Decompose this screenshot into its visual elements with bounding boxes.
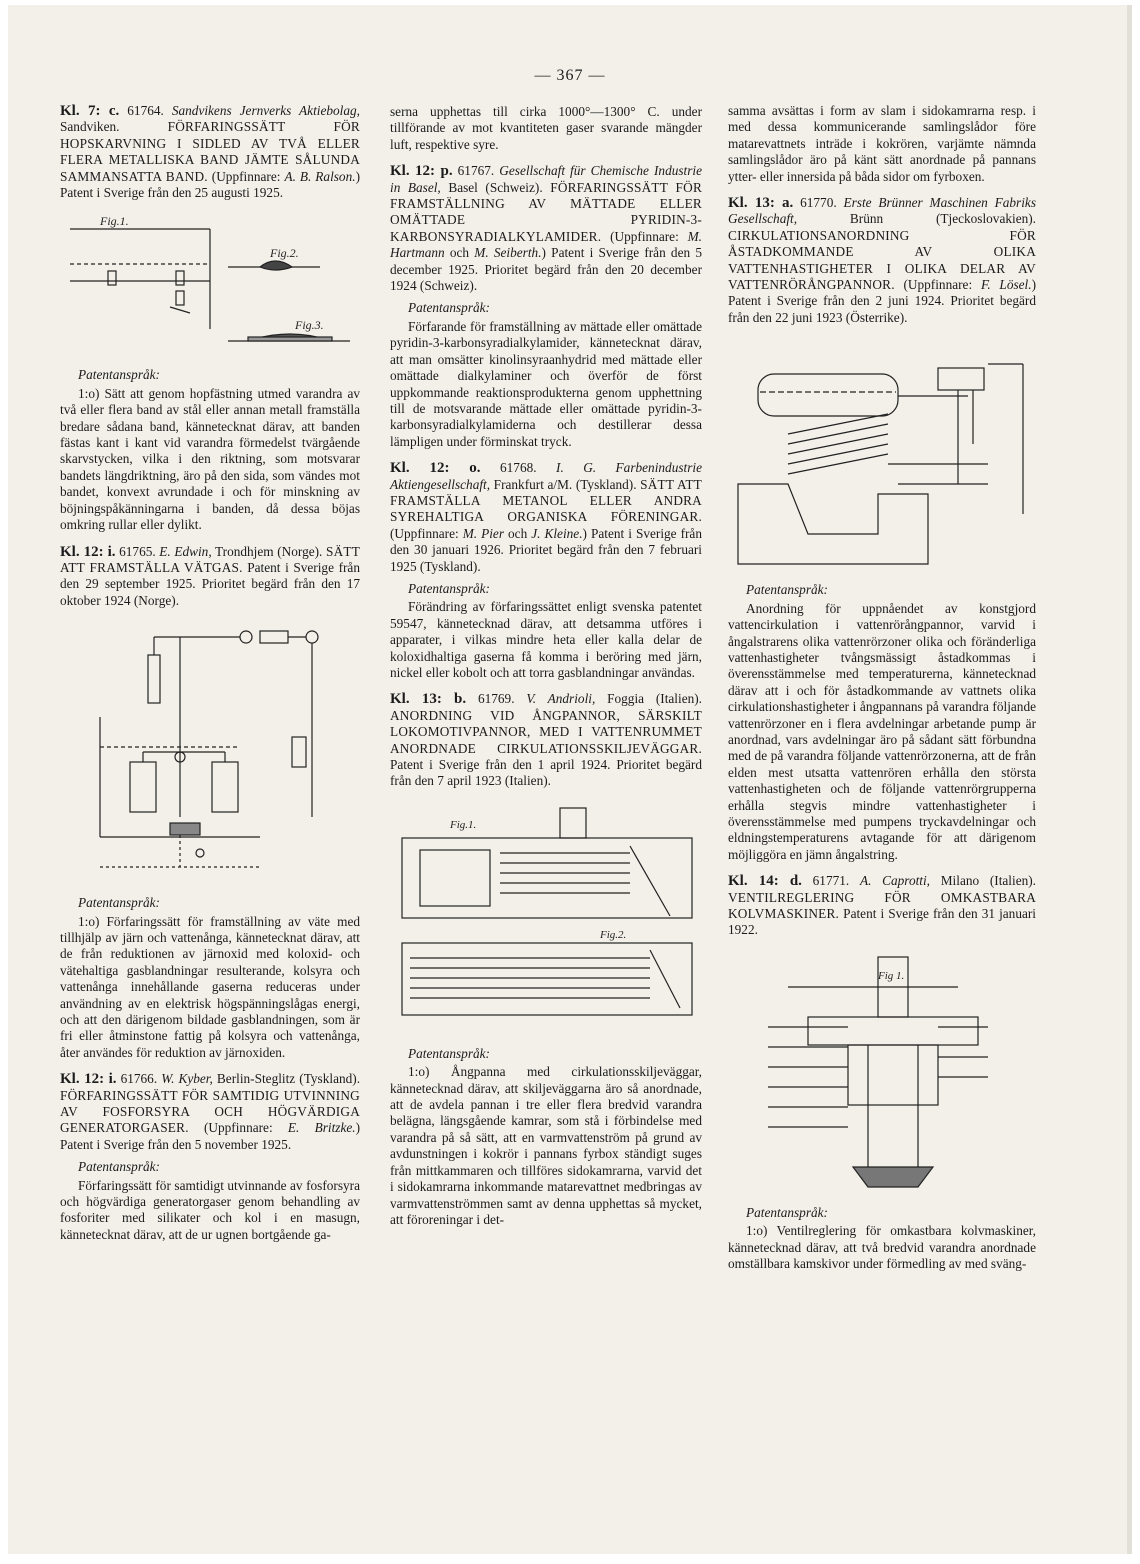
claims-heading: Patentanspråk: [78, 895, 160, 911]
patent-title: CIRKULATIONSANORDNING FÖR ÅSTADKOMMANDE AV OLIKA VATTENHASTIGHETER I OLIKA DELAR AV VATTENRÖRÅNGPANNOR. [728, 227, 1036, 293]
claims-text: Anordning för uppnåendet av konstgjord vattencirkulation i vattenrörångpannor, varvid i ångalstrarens olika vattenrörzoner olika och föränderliga vattenhastigheter tvångsmässigt åstadkommas i överensstämmelse med temperaturerna, kännetecknad därav att i och för åstadkommande av vattnets olika cirkulationshastigheter i ångpannans på varandra följande vattenrörzoner en i flera avdelningar arbetande pump är anordnad, vars avdelningar äro på sådant sätt förbundna med de på varandra följande vattenrörzonerna, att de från elden mest utsatta vattenrören erhålla den största vattenhastigheten och de följande vattenrörgrupperna erhålla stegvis mindre vattenhastigheter i överensstämmelse med pumpens tryckavdelningar och eldningstemperaturens avtagande för att därigenom möjliggöra en jämn ångalstring. [728, 600, 1036, 862]
page-edge [1127, 5, 1132, 1554]
patent-place: Foggia (Italien). [607, 691, 702, 707]
patent-number: 61766. [120, 1071, 158, 1087]
class-label: Kl. 12: i. [60, 1071, 117, 1088]
inventor-name: E. Britzke. [287, 1120, 356, 1136]
patent-place: Milano (Italien). [940, 873, 1036, 889]
class-label: Kl. 13: b. [390, 691, 467, 708]
column-1 [60, 103, 360, 1253]
patent-number: 61767. [457, 163, 495, 179]
class-label: Kl. 12: p. [390, 163, 453, 180]
figure-label: Fig.3. [295, 318, 324, 333]
class-label: Kl. 7: c. [60, 103, 120, 119]
patent-place: Basel (Schweiz). [448, 179, 543, 195]
patent-entry-61768 [390, 460, 702, 575]
figure-label: Fig.1. [100, 214, 129, 229]
claims-heading: Patentanspråk: [408, 300, 490, 316]
patent-number: 61768. [500, 460, 537, 476]
claims-text: 1:o) Ångpanna med cirkulationsskiljeväggar, kännetecknad därav, att skiljeväggarna äro så anordnade, att de avdela pannan i tre eller flera bredvid varandra belägna, längsgående kamrar, som stå i förbindelse med varandra på så sätt, att en varmvattenström på grund av avdunstningen i kokrör i pannans fyrbox ständigt suges från mittkammaren och tillföres sidokamrarna, varvid det i sidokamrarna inkommande matarevattnet medbringas av varmvattenströmmen samt av denna upphettas så mycket, att föroreningar i det- [390, 1064, 702, 1227]
patent-entry-61771 [728, 873, 1036, 939]
figure-hydrogen-apparatus [60, 617, 360, 887]
figure-boiler-drawing [390, 798, 702, 1038]
claims-text: 1:o) Ventilreglering för omkastbara kolvmaskiner, kännetecknad därav, att två bredvid varandra anordnade omställbara kamskivor under förmedling av med sväng- [728, 1223, 1036, 1272]
patent-place: Sandviken. [60, 119, 120, 135]
claims-text: Förändring av förfaringssättet enligt svenska patentet 59547, kännetecknad därav, att detsamma utföres i apparater, i vilkas mindre heta eller kalla delar de koloxidhaltiga gaserna få komma i beröring med järn, nickel eller kobolt och att torra gasblandningar användas. [390, 599, 702, 680]
claims-text: 1:o) Förfaringssätt för framställning av väte med tillhjälp av järn och vattenånga, kännetecknat därav, att de från reduktionen av järnoxid med koloxid- och vätehaltiga gasblandningar resulterande, kolsyra och vattenånga innehållande gaserna reduceras under användning av en elektrisk högspänningslågas energi, och att den därigenom bildade gasblandningen, som är fri eller åtminstone fattig på kolsyra och vattenånga, åter användes för reduktion av järnoxiden. [60, 913, 360, 1060]
figure-band-splice [60, 209, 360, 359]
patent-place: Berlin-Steglitz (Tyskland). [216, 1071, 361, 1087]
patent-title: SÄTT ATT FRAMSTÄLLA VÄTGAS. [60, 543, 361, 575]
patent-owner: Gesellschaft für Chemische Industrie in Basel, [390, 163, 703, 195]
figure-label: Fig.2. [600, 928, 627, 941]
figure-band-splice-drawing [60, 209, 360, 359]
patent-dates: Patent i Sverige från den 1 april 1924. Prioritet begärd från den 7 april 1923 (Italien). [390, 757, 702, 789]
inventor-prefix: (Uppfinnare: [211, 168, 281, 184]
figure-circulation [728, 334, 1036, 574]
patent-dates: Patent i Sverige från den 30 januari 1926. Prioritet begärd från den 7 februari 1925 (Tyskland). [390, 525, 702, 574]
inventor-name: F. Lösel. [980, 277, 1032, 293]
patent-entry-61770 [728, 195, 1036, 326]
class-label: Kl. 12: o. [390, 460, 481, 477]
claims-heading: Patentanspråk: [78, 367, 160, 383]
figure-label: Fig.2. [270, 246, 299, 261]
patent-owner: E. Edwin, [159, 543, 212, 559]
figure-valve-gear-drawing [728, 947, 1036, 1197]
patent-entry-61765 [60, 544, 360, 610]
patent-owner: I. G. Farbenindustrie Aktiengesellschaft, [390, 460, 702, 492]
patent-entry-61767 [390, 163, 702, 294]
figure-valve-gear [728, 947, 1036, 1197]
continued-text: samma avsättas i form av slam i sidokamrarna resp. i med dessa kommunicerande samlingslådor före matarevattnets inträde i kokrören, varjämte nämnda samlingslådor äro på känt sätt anordnade på pannans ytter- eller innersida på båda sidor om fyrboxen. [728, 103, 1036, 184]
page-number: — 367 — [534, 67, 606, 84]
inventor-prefix: (Uppfinnare: [903, 277, 973, 293]
inventor-suffix: ) [582, 525, 587, 541]
patent-number: 61771. [812, 873, 850, 889]
claims-heading: Patentanspråk: [746, 582, 828, 598]
class-label: Kl. 13: a. [728, 195, 794, 212]
class-label: Kl. 14: d. [728, 873, 802, 890]
patent-dates: Patent i Sverige från den 31 januari 1922. [728, 906, 1036, 938]
patent-place: Trondhjem (Norge). [215, 543, 323, 559]
inventor-suffix: ) [1031, 277, 1037, 293]
figure-circulation-drawing [728, 334, 1036, 574]
patent-entry-61764 [60, 103, 360, 201]
inventor-prefix: (Uppfinnare: [610, 228, 679, 244]
page [8, 5, 1132, 1554]
patent-title: VENTILREGLERING FÖR OMKASTBARA KOLVMASKINER. [728, 889, 1036, 921]
inventor-name: M. Hartmann [390, 228, 702, 261]
patent-owner: V. Andrioli, [526, 691, 596, 707]
figure-hydrogen-apparatus-drawing [60, 617, 360, 887]
claims-text: Förfaringssätt för samtidigt utvinnande av fosforsyra och högvärdiga generatorgaser genom behandling av fosforiter med silikater och kol i en masugn, kännetecknat därav, att de ur ugnen bortgående ga- [60, 1177, 360, 1242]
claims-text: Förfarande för framställning av mättade eller omättade pyridin-3-karbonsyradialkylamider, kännetecknat därav, att man omsätter kinolinsyraanhydrid med mättade eller omättade dialkylaminer och överför de först uppkommande reaktionsprodukterna genom upphettning till de motsvarande mättade eller omättade pyridin-3-karbonsyradialkylamiderna och destillerar dessa lämpligen under förminskat tryck. [390, 318, 702, 449]
column-2 [390, 104, 702, 1238]
inventor-conjunction: och [508, 525, 528, 541]
class-label: Kl. 12: i. [60, 543, 116, 560]
column-3 [728, 103, 1036, 1282]
patent-dates: Patent i Sverige från den 5 november 1925. [60, 1136, 292, 1152]
patent-number: 61765. [119, 543, 156, 559]
claims-heading: Patentanspråk: [78, 1159, 160, 1175]
patent-place: Frankfurt a/M. (Tyskland). [493, 476, 637, 492]
inventor-conjunction: och [449, 245, 470, 261]
inventor-name: J. Kleine. [531, 525, 583, 541]
inventor-suffix: ) [355, 168, 360, 184]
patent-title: FÖRFARINGSSÄTT FÖR FRAMSTÄLLNING AV MÄTTADE ELLER OMÄTTADE PYRIDIN-3-KARBONSYRADIALKYLAMIDER. [390, 179, 703, 244]
patent-entry-61766 [60, 1071, 360, 1153]
patent-place: Brünn (Tjeckoslovakien). [849, 211, 1037, 227]
figure-label: Fig 1. [878, 969, 905, 982]
inventor-name: M. Seiberth. [474, 245, 542, 261]
patent-number: 61769. [477, 691, 515, 707]
patent-dates: Patent i Sverige från den 25 augusti 1925. [60, 185, 284, 201]
patent-owner: W. Kyber, [161, 1071, 213, 1087]
inventor-name: A. B. Ralson. [284, 168, 356, 184]
patent-dates: Patent i Sverige från den 29 september 1925. Prioritet begärd från den 17 oktober 1924 (Norge). [60, 559, 360, 608]
patent-title: SÄTT ATT FRAMSTÄLLA METANOL ELLER ANDRA SYREHALTIGA ORGANISKA FÖRENINGAR. [390, 476, 702, 525]
patent-dates: Patent i Sverige från den 2 juni 1924. Prioritet begärd från den 22 juni 1923 (Österrike). [728, 293, 1036, 325]
inventor-name: M. Pier [462, 525, 505, 541]
claims-heading: Patentanspråk: [746, 1204, 828, 1220]
claims-heading: Patentanspråk: [408, 580, 490, 596]
inventor-suffix: ) [541, 245, 546, 261]
patent-title: FÖRFARINGSSÄTT FÖR SAMTIDIG UTVINNING AV FOSFORSYRA OCH HÖGVÄRDIGA GENERATORGASER. [60, 1087, 360, 1136]
inventor-prefix: (Uppfinnare: [390, 525, 459, 541]
patent-title: ANORDNING VID ÅNGPANNOR, SÄRSKILT LOKOMOTIVPANNOR, MED I VATTENRUMMET ANORDNADE CIRKULATIONSSKILJEVÄGGAR. [390, 707, 702, 756]
patent-entry-61769 [390, 691, 702, 789]
continued-text: serna upphettas till cirka 1000°—1300° C. under tillförande av mot kvantiteten gaser svarande mängder luft, respektive syre. [390, 104, 702, 152]
inventor-prefix: (Uppfinnare: [203, 1120, 273, 1136]
patent-owner: Sandvikens Jernverks Aktiebolag, [171, 103, 360, 118]
figure-boiler [390, 798, 702, 1038]
patent-number: 61764. [127, 103, 164, 118]
figure-label: Fig.1. [450, 818, 477, 831]
claims-heading: Patentanspråk: [408, 1045, 490, 1061]
patent-owner: A. Caprotti, [859, 873, 931, 889]
patent-dates: Patent i Sverige från den 5 december 1925. Prioritet begärd från den 20 december 1924 (Schweiz). [390, 245, 702, 294]
patent-owner: Erste Brünner Maschinen Fabriks Gesellschaft, [728, 195, 1036, 227]
claims-text: 1:o) Sätt att genom hopfästning utmed varandra av två eller flera band av stål eller annan metall framställa bredare sådana band, kännetecknat därav, att banden fästas kant i kant vid varandra förmedelst tvärgående skarvstycken, vilka i den riktning, som motsvarar bandets längdriktning, äro på den sida, som vändes mot bandet, konvext avrundade i och för minskning av böjningspåkänningarna i banden, då dessa böjas omkring rullar eller dylikt. [60, 385, 360, 533]
inventor-suffix: ) [355, 1120, 361, 1136]
patent-title: FÖRFARINGSSÄTT FÖR HOPSKARVNING I SIDLED AV TVÅ ELLER FLERA METALLISKA BAND JÄMTE SÅLUNDA SAMMANSATTA BAND. [60, 119, 360, 184]
patent-number: 61770. [800, 195, 837, 211]
